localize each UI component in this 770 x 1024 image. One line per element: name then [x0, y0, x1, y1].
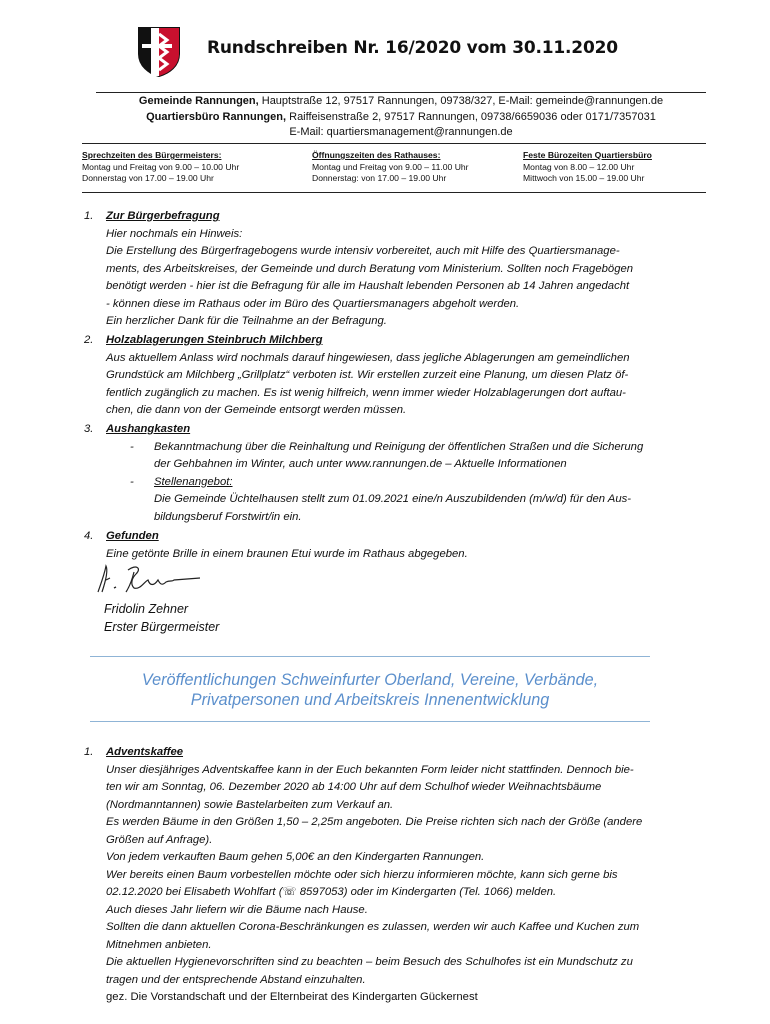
item-line: Die aktuellen Hygienevorschriften sind zu beachten – beim Besuch des Schulhofes ist ein Mundschutz zu: [106, 956, 633, 968]
item-line: Aus aktuellem Anlass wird nochmals darauf hingewiesen, dass jegliche Ablagerungen am gemeindlichen: [106, 351, 630, 364]
item-line: fentlich zugänglich zu machen. Es ist wenig hilfreich, wenn immer wieder Holzablagerungen dort auftau-: [106, 386, 626, 399]
contact-block: [96, 94, 706, 141]
hours-title: Sprechzeiten des Bürgermeisters:: [82, 150, 222, 160]
item-line: ten wir am Sonntag, 06. Dezember 2020 ab 14:00 Uhr auf dem Schulhof wieder Weihnachtsbäume: [106, 781, 602, 793]
hours-title: Öffnungszeiten des Rathauses:: [312, 150, 441, 160]
hours-divider: [82, 192, 706, 193]
item-number: 4.: [84, 530, 94, 542]
sub-item-line: bildungsberuf Forstwirt/in ein.: [154, 510, 302, 523]
hours-town-hall: [312, 150, 469, 185]
hours-title: Feste Bürozeiten Quartiersbüro: [523, 150, 652, 160]
item-line: gez. Die Vorstandschaft und der Elternbeirat des Kindergarten Gückernest: [106, 991, 478, 1003]
item-line: Es werden Bäume in den Größen 1,50 – 2,25m angeboten. Die Preise richten sich nach der Größe (andere: [106, 816, 643, 828]
publications-divider-bottom: [90, 721, 650, 722]
signer-role: Erster Bürgermeister: [104, 620, 220, 634]
page-title: Rundschreiben Nr. 16/2020 vom 30.11.2020: [207, 38, 618, 58]
item-number: 1.: [84, 746, 94, 758]
notice-item-survey: [84, 208, 714, 331]
item-line: Auch dieses Jahr liefern wir die Bäume nach Hause.: [106, 903, 368, 916]
item-heading: Holzablagerungen Steinbruch Milchberg: [106, 334, 323, 346]
municipal-crest-icon: [137, 26, 181, 78]
sub-item-street-cleaning: [130, 439, 714, 474]
hours-mayor: [82, 150, 239, 185]
item-line: Die Erstellung des Bürgerfragebogens wurde intensiv vorbereitet, auch mit Hilfe des Quartiersmanage-: [106, 245, 620, 257]
handwritten-signature-icon: [96, 558, 206, 600]
item-line: Wer bereits einen Baum vorbestellen möchte oder sich hierzu informieren möchte, kann sich gerne bis: [106, 868, 618, 881]
sub-item-line: Bekanntmachung über die Reinhaltung und Reinigung der öffentlichen Straßen und die Sicherung: [154, 440, 644, 453]
hours-line: Donnerstag von 17.00 – 19.00 Uhr: [82, 173, 214, 183]
signer-block: [104, 600, 219, 636]
contact-line-quartiersbuero: Quartiersbüro Rannungen, Raiffeisenstraße 2, 97517 Rannungen, 09738/6659036 oder 0171/7357031: [146, 110, 656, 123]
item-line: benötigt werden - hier ist die Befragung für alle im Haushalt lebenden Personen ab 14 Jahren angedacht: [106, 280, 630, 292]
contact-line-gemeinde: Gemeinde Rannungen, Hauptstraße 12, 97517 Rannungen, 09738/327, E-Mail: gemeinde@rannungen.de: [138, 95, 664, 107]
item-line: Grundstück am Milchberg „Grillplatz“ verboten ist. Wir erstellen zurzeit eine Planung, um diesen Platz öf-: [106, 369, 629, 381]
hours-line: Montag und Freitag von 9.00 – 10.00 Uhr: [82, 161, 240, 172]
sub-item-line: der Gehbahnen im Winter, auch unter www.rannungen.de – Aktuelle Informationen: [154, 458, 567, 470]
item-line: Unser diesjähriges Adventskaffee kann in der Euch bekannten Form leider nicht stattfinden. Dennoch bie-: [106, 763, 634, 776]
item-line: Ein herzlicher Dank für die Teilnahme an der Befragung.: [106, 315, 387, 327]
item-number: 1.: [84, 210, 94, 222]
sub-item-dash: -: [130, 440, 134, 453]
signer-name: Fridolin Zehner: [104, 602, 189, 616]
item-line: Sollten die dann aktuellen Corona-Beschränkungen es zulassen, werden wir auch Kaffee und Kuchen zum: [106, 921, 640, 933]
hours-line: Mittwoch von 15.00 – 19.00 Uhr: [523, 173, 645, 183]
publications-heading-line: Privatpersonen und Arbeitskreis Innenentwicklung: [190, 691, 550, 709]
item-heading: Adventskaffee: [106, 746, 184, 758]
item-heading: Aushangkasten: [106, 423, 191, 435]
item-line: ments, des Arbeitskreises, der Gemeinde und durch Beratung vom Ministerium. Sollten noch Fragebögen: [106, 262, 634, 275]
hours-line: Montag von 8.00 – 12.00 Uhr: [523, 161, 635, 172]
item-number: 3.: [84, 423, 94, 435]
publication-item-advent-coffee: [84, 744, 714, 1007]
notice-item-notice-board: [84, 421, 714, 526]
publications-heading-line: Veröffentlichungen Schweinfurter Oberland, Vereine, Verbände,: [141, 671, 599, 689]
sub-item-heading: Stellenangebot:: [154, 475, 233, 488]
contact-line-email: E-Mail: quartiersmanagement@rannungen.de: [289, 126, 513, 138]
item-heading: Gefunden: [106, 530, 159, 542]
notice-item-wood-deposits: [84, 332, 714, 420]
publications-heading: [90, 670, 650, 710]
hours-line: Donnerstag: von 17.00 – 19.00 Uhr: [312, 173, 447, 183]
item-line: chen, die dann von der Gemeinde entsorgt werden müssen.: [106, 404, 407, 416]
item-line: Mitnehmen anbieten.: [106, 938, 212, 951]
publications-divider-top: [90, 656, 650, 657]
hours-district-office: [523, 150, 652, 185]
hours-line: Montag und Freitag von 9.00 – 11.00 Uhr: [312, 161, 469, 172]
header-divider: [96, 92, 706, 93]
sub-item-dash: -: [130, 475, 134, 488]
item-number: 2.: [84, 334, 94, 346]
item-line: Von jedem verkauften Baum gehen 5,00€ an den Kindergarten Rannungen.: [106, 851, 485, 863]
item-heading: Zur Bürgerbefragung: [106, 210, 220, 222]
item-line: tragen und der entsprechende Abstand einzuhalten.: [106, 973, 366, 986]
item-line: Hier nochmals ein Hinweis:: [106, 227, 243, 240]
item-line: 02.12.2020 bei Elisabeth Wohlfart (☏ 8597053) oder im Kindergarten (Tel. 1066) melden.: [106, 886, 557, 898]
item-line: Eine getönte Brille in einem braunen Etui wurde im Rathaus abgegeben.: [106, 547, 468, 560]
contact-divider: [82, 143, 706, 144]
item-line: (Nordmanntannen) sowie Bastelarbeiten zum Verkauf an.: [106, 798, 394, 811]
item-line: - können diese im Rathaus oder im Büro des Quartiersmanagers abgeholt werden.: [106, 297, 520, 310]
sub-item-line: Die Gemeinde Üchtelhausen stellt zum 01.09.2021 eine/n Auszubildenden (m/w/d) für den Aus-: [154, 493, 632, 505]
sub-item-job-offer: [130, 474, 714, 527]
item-line: Größen auf Anfrage).: [106, 833, 213, 846]
